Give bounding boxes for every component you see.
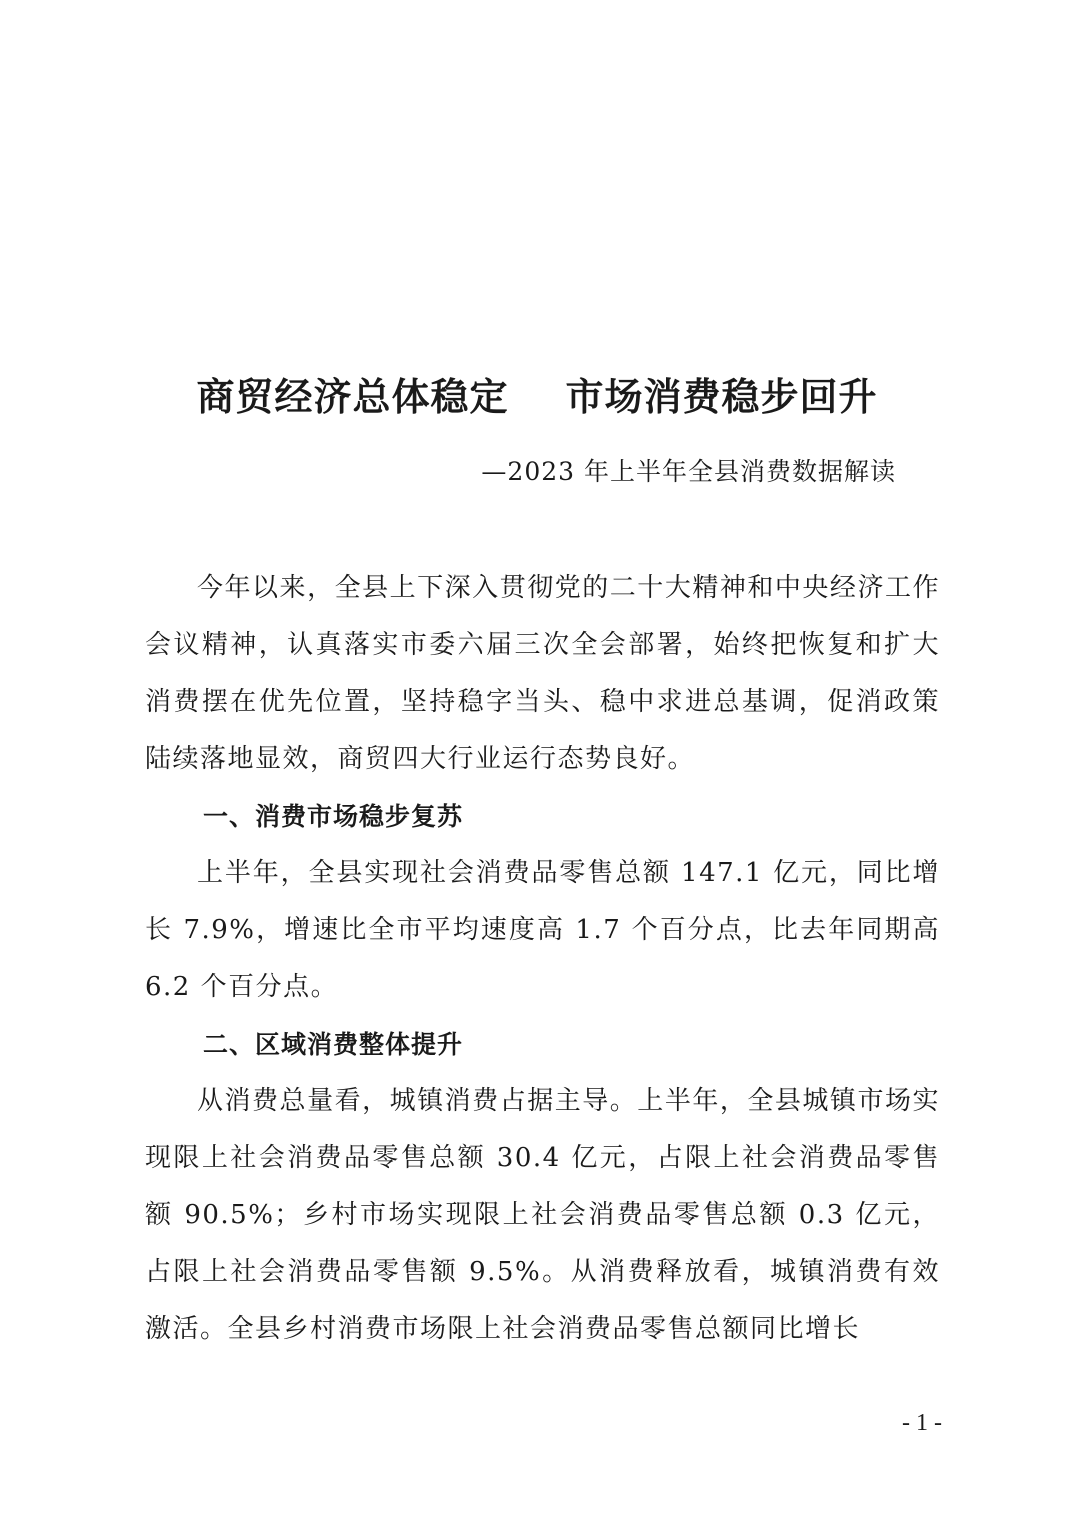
document-body [145, 560, 940, 1358]
section-heading-2: 二、区域消费整体提升 [203, 1030, 464, 1059]
section-paragraph-2: 从消费总量看，城镇消费占据主导。上半年，全县城镇市场实现限上社会消费品零售总额 30.4 亿元，占限上社会消费品零售额 90.5%；乡村市场实现限上社会消费品零售总额 0.3 亿元，占限上社会消费品零售额 9.5%。从消费释放看，城镇消费有效激活。全县乡村消费市场限上社会消费品零售总额同比增长 [145, 1086, 940, 1344]
page-number: - 1 - [902, 1410, 942, 1436]
document-title: 商贸经济总体稳定 市场消费稳步回升 [196, 374, 878, 419]
document-subtitle: —2023 年上半年全县消费数据解读 [481, 457, 896, 486]
intro-paragraph: 今年以来，全县上下深入贯彻党的二十大精神和中央经济工作会议精神，认真落实市委六届三次全会部署，始终把恢复和扩大消费摆在优先位置，坚持稳字当头、稳中求进总基调，促消政策陆续落地显效，商贸四大行业运行态势良好。 [145, 573, 940, 774]
section-heading-1: 一、消费市场稳步复苏 [203, 802, 464, 831]
section-paragraph-1: 上半年，全县实现社会消费品零售总额 147.1 亿元，同比增长 7.9%，增速比全市平均速度高 1.7 个百分点，比去年同期高 6.2 个百分点。 [145, 858, 940, 1002]
